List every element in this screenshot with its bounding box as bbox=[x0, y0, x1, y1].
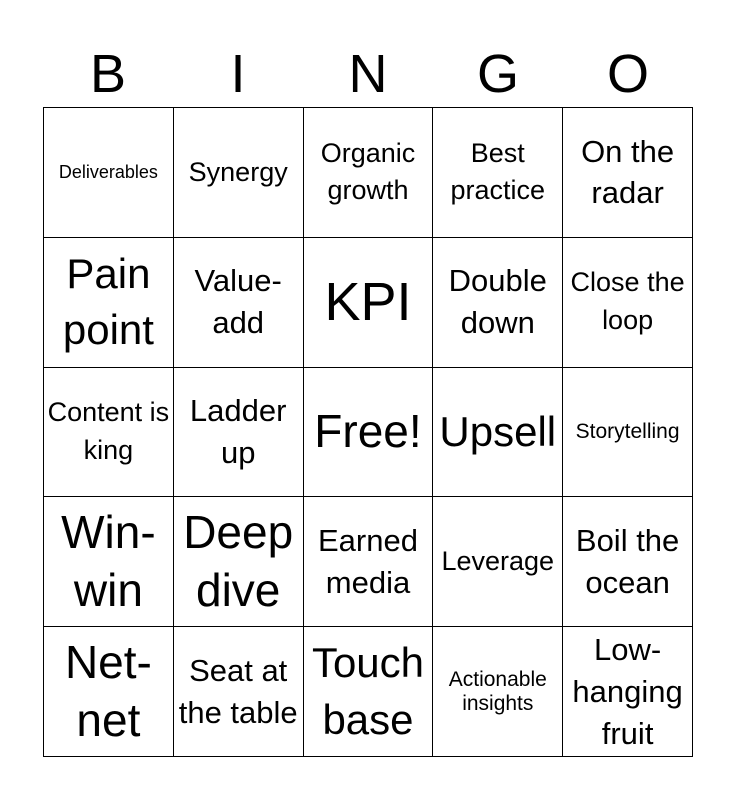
cell-text: Seat at the table bbox=[178, 652, 298, 730]
cell-text: Low-hanging fruit bbox=[572, 631, 683, 751]
cell-text: KPI bbox=[324, 271, 412, 332]
bingo-cell[interactable] bbox=[433, 627, 563, 757]
cell-text: Close the loop bbox=[570, 267, 685, 336]
cell-text: Deliverables bbox=[58, 162, 158, 183]
header-letter-n: N bbox=[348, 44, 388, 104]
bingo-cell[interactable] bbox=[304, 497, 434, 627]
cell-text: Pain point bbox=[62, 249, 154, 354]
bingo-cell[interactable] bbox=[174, 108, 304, 238]
bingo-cell[interactable] bbox=[174, 238, 304, 368]
bingo-cell[interactable] bbox=[563, 368, 693, 498]
bingo-cell[interactable] bbox=[174, 368, 304, 498]
cell-text: Actionable insights bbox=[448, 668, 547, 715]
bingo-cell[interactable] bbox=[174, 627, 304, 757]
cell-text: Earned media bbox=[318, 522, 418, 600]
bingo-cell[interactable] bbox=[304, 238, 434, 368]
bingo-cell[interactable] bbox=[174, 497, 304, 627]
cell-text: Organic growth bbox=[320, 137, 416, 206]
cell-text: Deep dive bbox=[183, 506, 294, 616]
bingo-cell[interactable] bbox=[433, 368, 563, 498]
cell-text: Storytelling bbox=[575, 420, 680, 444]
cell-text: Double down bbox=[448, 263, 547, 341]
free-space[interactable] bbox=[304, 368, 434, 498]
bingo-cell[interactable] bbox=[433, 108, 563, 238]
bingo-cell[interactable] bbox=[44, 497, 174, 627]
header-letter-b: B bbox=[89, 44, 127, 104]
cell-text: Leverage bbox=[441, 545, 555, 576]
bingo-cell[interactable] bbox=[433, 238, 563, 368]
bingo-header bbox=[43, 40, 693, 108]
cell-text: Best practice bbox=[450, 137, 546, 206]
cell-text: Net-net bbox=[64, 636, 152, 746]
cell-text: Touch base bbox=[311, 638, 425, 743]
bingo-cell[interactable] bbox=[563, 238, 693, 368]
bingo-cell[interactable] bbox=[563, 627, 693, 757]
cell-text: Value-add bbox=[194, 263, 282, 341]
bingo-cell[interactable] bbox=[304, 627, 434, 757]
header-letter-i: I bbox=[230, 44, 246, 104]
bingo-cell[interactable] bbox=[563, 108, 693, 238]
cell-text: Boil the ocean bbox=[575, 522, 680, 600]
bingo-cell[interactable] bbox=[44, 238, 174, 368]
cell-text: Ladder up bbox=[189, 393, 287, 470]
header-letter-o: O bbox=[606, 44, 649, 104]
bingo-board bbox=[43, 107, 693, 757]
bingo-cell[interactable] bbox=[433, 497, 563, 627]
bingo-cell[interactable] bbox=[563, 497, 693, 627]
cell-text: Win-win bbox=[61, 506, 156, 616]
cell-text: On the radar bbox=[581, 133, 675, 211]
bingo-cell[interactable] bbox=[44, 368, 174, 498]
bingo-cell[interactable] bbox=[44, 108, 174, 238]
header-letter-g: G bbox=[476, 44, 519, 104]
bingo-cell[interactable] bbox=[304, 108, 434, 238]
cell-text: Content is king bbox=[47, 397, 170, 465]
bingo-cell[interactable] bbox=[44, 627, 174, 757]
free-space-text: Free! bbox=[314, 405, 422, 458]
cell-text: Upsell bbox=[439, 407, 557, 455]
cell-text: Synergy bbox=[188, 156, 288, 187]
